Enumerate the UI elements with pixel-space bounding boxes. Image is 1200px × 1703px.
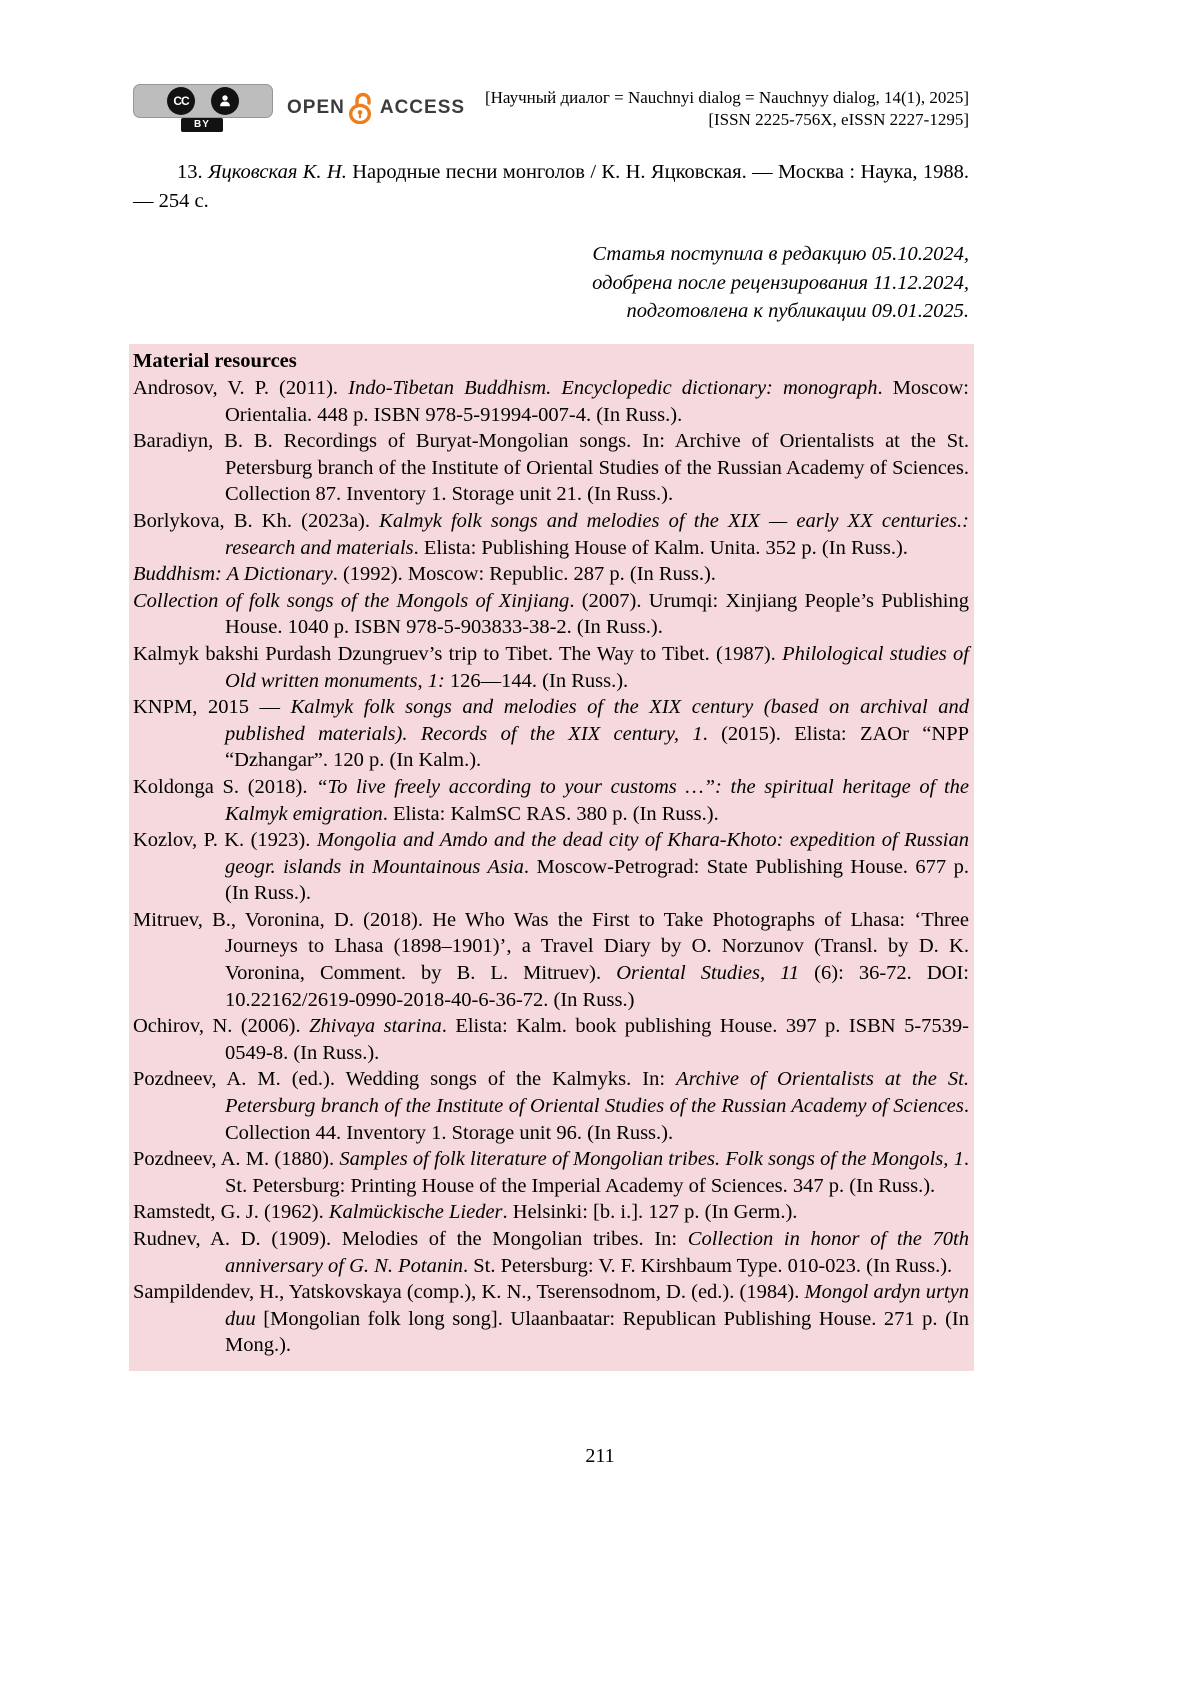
reference-entry: KNPM, 2015 — Kalmyk folk songs and melodies of the XIX century (based on archival and published materials). Records of the XIX century, 1. (2015). Elista: ZAOr “NPP “Dzhangar”. 120 p. (In Kalm.). [133, 696, 970, 772]
reference-entry: Borlykova, B. Kh. (2023a). Kalmyk folk songs and melodies of the XIX — early XX centuries.: research and materials. Elista: Publishing House of Kalm. Unita. 352 p. (In Russ.). [133, 509, 969, 559]
reference-entry: Kalmyk bakshi Purdash Dzungruev’s trip to Tibet. The Way to Tibet. (1987). Philological studies of Old written monuments, 1: 126—144. (In Russ.). [133, 642, 969, 692]
reference-entry: Buddhism: A Dictionary. (1992). Moscow: Republic. 287 p. (In Russ.). [133, 563, 716, 586]
cc-by-badge [133, 84, 273, 132]
reference-entry: Rudnev, A. D. (1909). Melodies of the Mongolian tribes. In: Collection in honor of the 70th anniversary of G. N. Potanin. St. Petersburg: V. F. Kirshbaum Type. 010-023. (In Russ.). [133, 1228, 970, 1277]
open-access-access-label: ACCESS [379, 97, 466, 118]
page-header [133, 84, 969, 134]
cc-icon [167, 87, 195, 115]
reference-entry: Ramstedt, G. J. (1962). Kalmückische Lieder. Helsinki: [b. i.]. 127 p. (In Germ.). [133, 1201, 798, 1224]
material-resources-block [129, 344, 974, 1371]
reference-entry: Ochirov, N. (2006). Zhivaya starina. Elista: Kalm. book publishing House. 397 p. ISBN 5-7539-0549-8. (In Russ.). [133, 1015, 969, 1064]
reference-entry: Pozdneev, A. M. (ed.). Wedding songs of the Kalmyks. In: Archive of Orientalists at the St. Petersburg branch of the Institute of Oriental Studies of the Russian Academy of Sciences. Collection 44. Inventory 1. Storage unit 96. (In Russ.). [133, 1068, 969, 1144]
reference-entry: Pozdneev, A. M. (1880). Samples of folk literature of Mongolian tribes. Folk songs of the Mongols, 1. St. Petersburg: Printing House of the Imperial Academy of Sciences. 347 p. (In Russ.). [133, 1148, 970, 1197]
reference-entry: Collection of folk songs of the Mongols of Xinjiang. (2007). Urumqi: Xinjiang People’s Publishing House. 1040 p. ISBN 978-5-903833-38-2. (In Russ.). [133, 589, 969, 639]
reference-entry: Sampildendev, H., Yatskovskaya (comp.), K. N., Tserensodnom, D. (ed.). (1984). Mongol ardyn urtyn duu [Mongolian folk long song]. Ulaanbaatar: Republican Publishing House. 271 p. (In Mong.). [133, 1281, 969, 1357]
journal-citation-line: [Научный диалог = Nauchnyi dialog = Nauchnyy dialog, 14(1), 2025] [484, 88, 969, 107]
editorial-note [133, 240, 969, 326]
open-access-logo [287, 92, 465, 124]
editorial-note-line: Статья поступила в редакцию 05.10.2024, [592, 243, 969, 265]
editorial-note-line: подготовлена к публикации 09.01.2025. [626, 300, 969, 322]
material-resources-list [133, 375, 969, 1359]
open-access-open-label: OPEN [287, 97, 345, 118]
reference-entry: Androsov, V. P. (2011). Indo-Tibetan Buddhism. Encyclopedic dictionary: monograph. Moscow: Orientalia. 448 p. ISBN 978-5-91994-007-4. (In Russ.). [133, 377, 970, 426]
reference-entry: Baradiyn, B. B. Recordings of Buryat-Mongolian songs. In: Archive of Orientalists at the St. Petersburg branch of the Institute of Oriental Studies of the Russian Academy of Sciences. Collection 87. Inventory 1. Storage unit 21. (In Russ.). [133, 430, 969, 506]
page-number: 211 [585, 1445, 615, 1467]
open-lock-icon [349, 92, 376, 124]
reference-13: 13. Яцковская К. Н. Народные песни монголов / К. Н. Яцковская. — Москва : Наука, 1988. — 254 с. [133, 161, 970, 212]
journal-info [485, 87, 969, 130]
journal-issn-line: [ISSN 2225-756X, eISSN 2227-1295] [708, 109, 969, 129]
reference-entry: Mitruev, B., Voronina, D. (2018). He Who Was the First to Take Photographs of Lhasa: ‘Three Journeys to Lhasa (1898–1901)’, a Travel Diary by O. Norzunov (Transl. by D. K. Voronina, Comment. by B. L. Mitruev). Oriental Studies, 11 (6): 36-72. DOI: 10.22162/2619-0990-2018-40-6-36-72. (In Russ.) [133, 908, 969, 1011]
reference-entry: Koldonga S. (2018). “To live freely according to your customs …”: the spiritual heritage of the Kalmyk emigration. Elista: KalmSC RAS. 380 p. (In Russ.). [133, 775, 970, 825]
cc-by-label: BY [181, 118, 223, 132]
editorial-note-line: одобрена после рецензирования 11.12.2024, [592, 271, 969, 294]
cc-plate [133, 84, 273, 118]
person-icon [211, 87, 239, 115]
reference-entry: Kozlov, P. K. (1923). Mongolia and Amdo and the dead city of Khara-Khoto: expedition of Russian geogr. islands in Mountainous Asia. Moscow-Petrograd: State Publishing House. 677 p. (In Russ.). [133, 829, 970, 905]
material-resources-title: Material resources [133, 350, 297, 372]
cc-letters: CC [173, 94, 189, 108]
